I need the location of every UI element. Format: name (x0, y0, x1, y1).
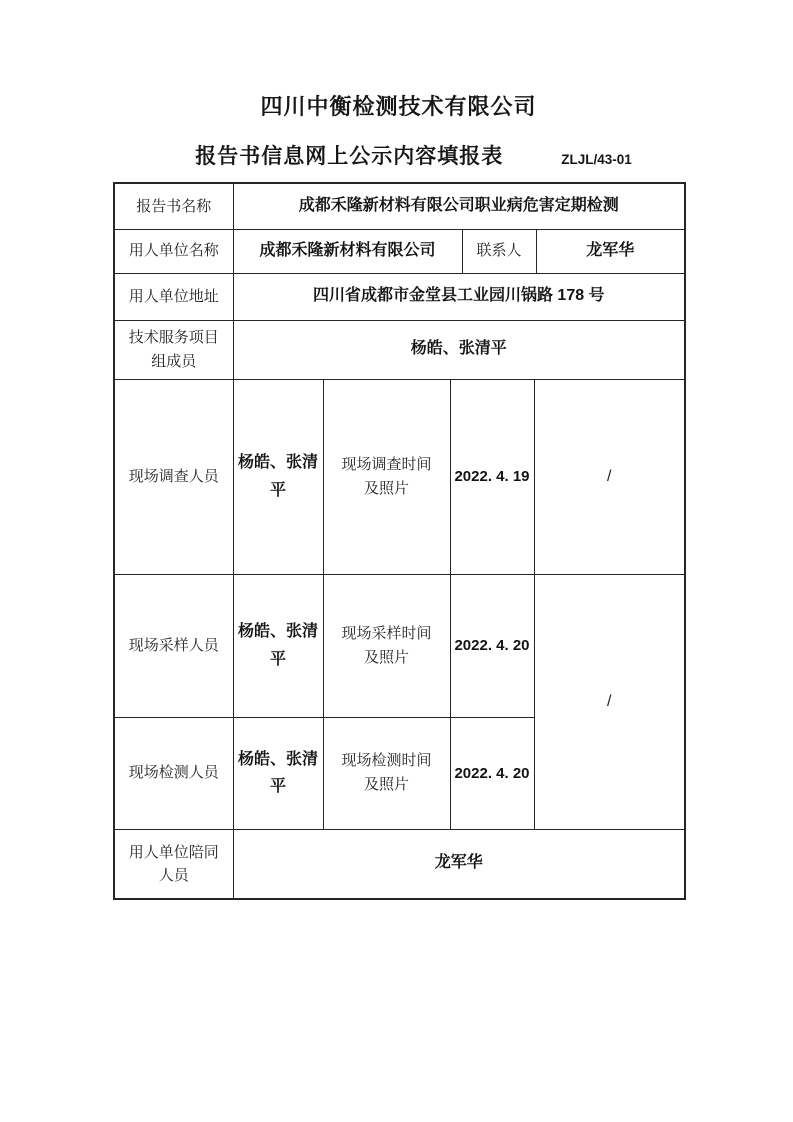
site-survey-photo: / (534, 379, 685, 574)
site-sampling-label: 现场采样人员 (114, 574, 233, 717)
site-testing-members: 杨皓、张清平 (233, 717, 323, 829)
contact-value: 龙军华 (536, 229, 685, 273)
employer-address-label: 用人单位地址 (114, 273, 233, 320)
project-team-label: 技术服务项目组成员 (114, 320, 233, 379)
company-title: 四川中衡检测技术有限公司 (260, 94, 537, 119)
employer-address-value: 四川省成都市金堂县工业园川锅路 178 号 (233, 273, 685, 320)
row-project-team (114, 320, 685, 379)
site-survey-time-label: 现场调查时间及照片 (323, 379, 450, 574)
escort-label: 用人单位陪同人员 (114, 829, 233, 899)
employer-name-label: 用人单位名称 (114, 229, 233, 273)
contact-label: 联系人 (462, 229, 536, 273)
row-employer-address (114, 273, 685, 320)
report-name-label: 报告书名称 (114, 183, 233, 229)
site-sampling-date: 2022. 4. 20 (450, 574, 534, 717)
row-site-sampling (114, 574, 685, 717)
escort-value: 龙军华 (233, 829, 685, 899)
employer-name-value: 成都禾隆新材料有限公司 (233, 229, 462, 273)
doc-number: ZLJL/43-01 (561, 151, 632, 167)
site-testing-date: 2022. 4. 20 (450, 717, 534, 829)
form-table (113, 182, 686, 900)
subtitle-row (128, 142, 699, 172)
project-team-value: 杨皓、张清平 (233, 320, 685, 379)
site-testing-label: 现场检测人员 (114, 717, 233, 829)
site-sampling-testing-photo: / (534, 574, 685, 829)
report-name-value: 成都禾隆新材料有限公司职业病危害定期检测 (233, 183, 685, 229)
site-sampling-members: 杨皓、张清平 (233, 574, 323, 717)
site-survey-label: 现场调查人员 (114, 379, 233, 574)
row-site-survey (114, 379, 685, 574)
row-employer-name (114, 229, 685, 273)
form-title: 报告书信息网上公示内容填报表 (195, 145, 504, 168)
site-survey-date: 2022. 4. 19 (450, 379, 534, 574)
site-survey-members: 杨皓、张清平 (233, 379, 323, 574)
site-sampling-time-label: 现场采样时间及照片 (323, 574, 450, 717)
site-testing-time-label: 现场检测时间及照片 (323, 717, 450, 829)
row-report-name (114, 183, 685, 229)
row-escort (114, 829, 685, 899)
